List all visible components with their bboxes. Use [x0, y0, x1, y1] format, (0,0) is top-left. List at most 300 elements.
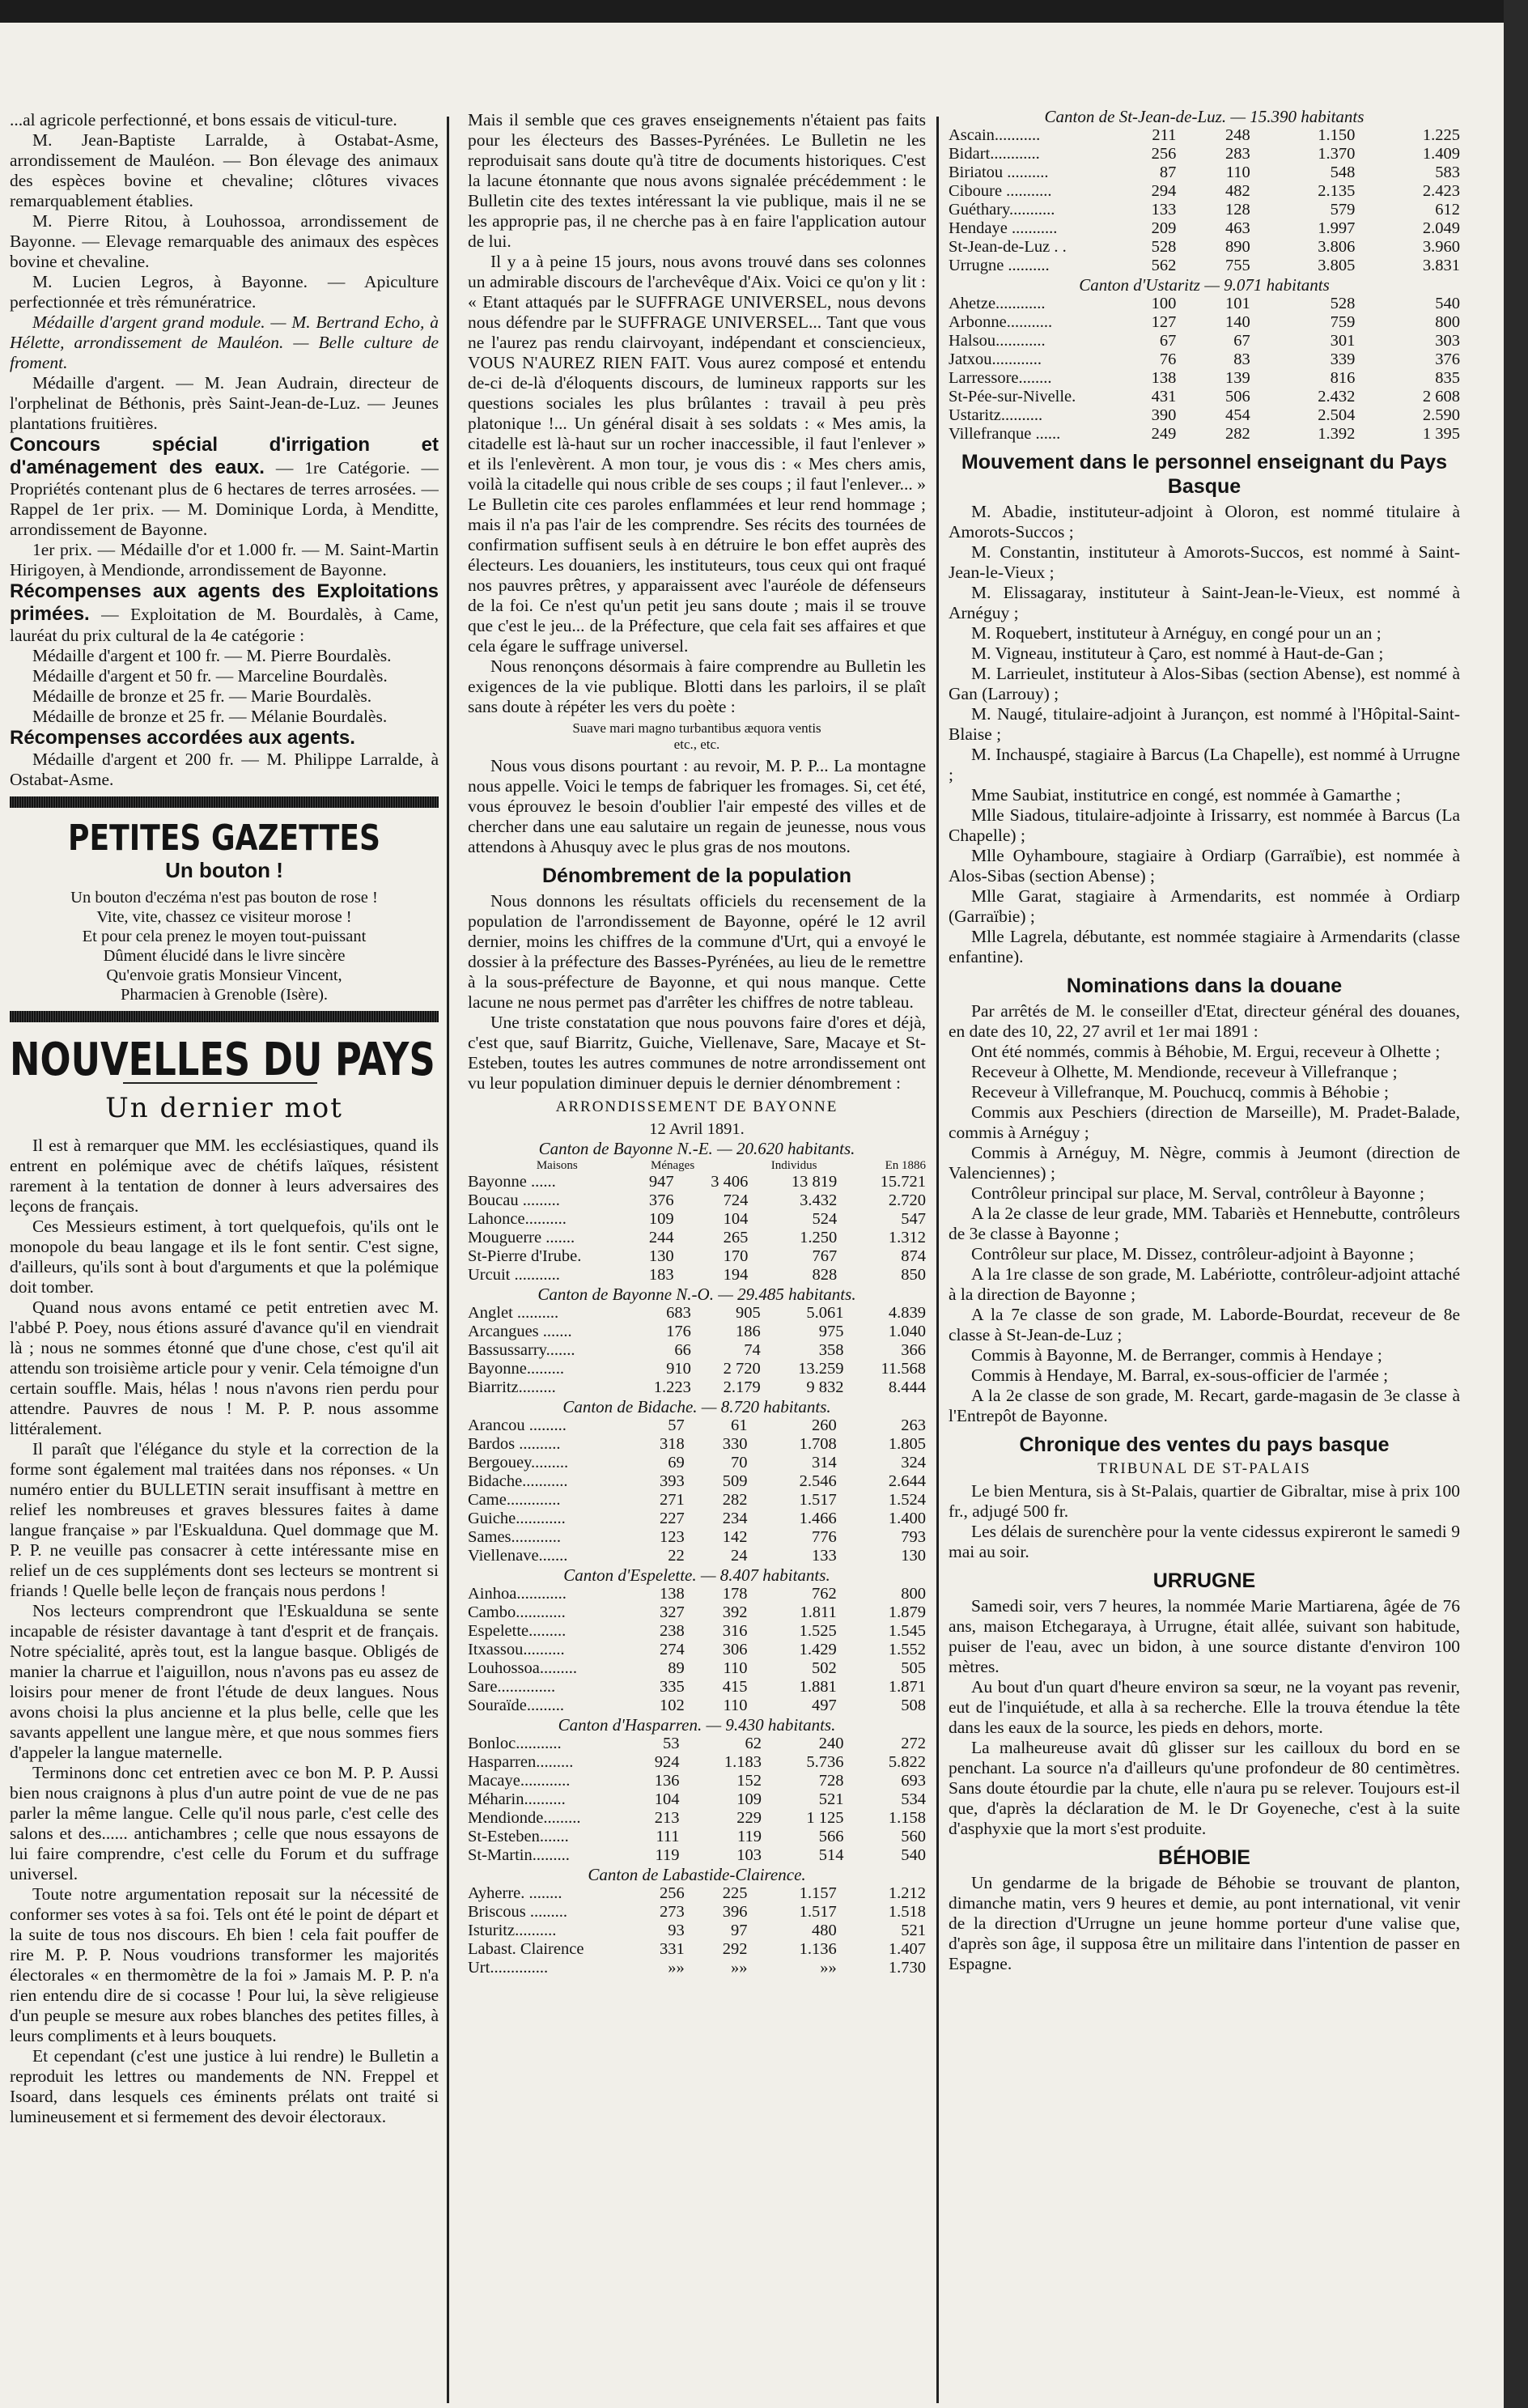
- table-cell-name: Biriatou ..........: [949, 164, 1049, 181]
- table-cell-name: St-Pierre d'Irube.: [468, 1247, 582, 1265]
- table-cell: 263: [901, 1416, 926, 1434]
- table-cell: 1.708: [799, 1435, 837, 1453]
- table-cell: 800: [901, 1585, 926, 1603]
- table-cell: 683: [666, 1304, 691, 1322]
- paragraph: Commis à Bayonne, M. de Berranger, commis à Hendaye ;: [971, 1345, 1382, 1365]
- table-cell: 514: [818, 1846, 844, 1864]
- table-cell: 256: [659, 1884, 685, 1902]
- table-row: [949, 332, 1460, 350]
- canton-heading: Canton de Bidache. — 8.720 habitants.: [562, 1397, 831, 1416]
- table-cell: 415: [722, 1678, 748, 1696]
- table-cell: 755: [1225, 257, 1250, 274]
- latin-verse: [468, 720, 926, 753]
- article-title: Un dernier mot: [105, 1092, 343, 1124]
- table-cell: 2.423: [1422, 182, 1460, 200]
- table-cell: 87: [1159, 164, 1177, 181]
- table-cell: 282: [1225, 425, 1250, 443]
- table-cell: 693: [901, 1772, 926, 1790]
- table-cell-name: Louhossoa.........: [468, 1659, 577, 1677]
- table-cell-name: Hendaye ...........: [949, 219, 1058, 237]
- table-row: [949, 350, 1460, 369]
- table-row: [468, 1659, 926, 1678]
- page-edge: [1504, 0, 1528, 2408]
- table-cell: 15.721: [880, 1173, 926, 1191]
- table-cell: 8.444: [888, 1378, 926, 1396]
- table-cell: 3.831: [1422, 257, 1460, 274]
- table-row: [468, 1360, 926, 1378]
- table-cell-name: Macaye............: [468, 1772, 571, 1790]
- poem-line: Et pour cela prenez le moyen tout-puissant: [82, 928, 367, 945]
- table-cell: 480: [811, 1922, 837, 1939]
- table-cell-name: Espelette.........: [468, 1622, 567, 1640]
- census-table: [468, 1139, 926, 1977]
- paragraph: Au bout d'un quart d'heure environ sa sœur, ne la voyant pas revenir, eut de l'inquiétude, et alla à sa recherche. Elle la trouva étendue la tête dans les eaux de la source, les pieds en dehors, morte.: [949, 1677, 1460, 1737]
- table-row: [468, 1454, 926, 1472]
- table-cell-name: Bidart............: [949, 145, 1040, 163]
- paragraph: M. Roquebert, instituteur à Arnéguy, en congé pour un an ;: [971, 623, 1382, 643]
- canton-table: [468, 1884, 926, 1977]
- table-cell: 762: [811, 1585, 837, 1603]
- nouvelles-title: NOUVELLES DU PAYS: [10, 1034, 435, 1086]
- table-cell-name: Bidache...........: [468, 1472, 568, 1490]
- table-cell: 303: [1435, 332, 1460, 350]
- column-rule: [936, 117, 939, 2403]
- table-cell: 767: [812, 1247, 838, 1265]
- table-cell: 890: [1225, 238, 1250, 256]
- table-cell: 947: [648, 1173, 674, 1191]
- table-cell-name: Arcangues .......: [468, 1323, 572, 1340]
- subheading: TRIBUNAL DE ST-PALAIS: [1097, 1460, 1311, 1477]
- table-cell: 2.590: [1422, 406, 1460, 424]
- table-cell: 540: [901, 1846, 926, 1864]
- table-cell: 111: [656, 1828, 680, 1845]
- table-cell: 136: [654, 1772, 680, 1790]
- table-cell: 724: [723, 1191, 749, 1209]
- table-cell: 227: [659, 1510, 685, 1527]
- paragraph: Nos lecteurs comprendront que l'Eskualduna se sente incapable de résister davantage à tant d'esprit et de français. Notre spécialité, après tout, est la langue basque. Obligés de manier la charrue et l'aiguillon, nous n'avons pas eu assez de loisirs pour mener de front l'étude de deux langues. Nous avons choisi la plus ancienne et la plus belle, celle que les savants appellent une langue mère, et que nous sommes fiers d'appeler la langue maternelle.: [10, 1601, 439, 1762]
- table-cell: 2.504: [1318, 406, 1356, 424]
- table-cell: 3.960: [1422, 238, 1460, 256]
- table-cell-name: Ciboure ...........: [949, 182, 1052, 200]
- table-row: [468, 1903, 926, 1922]
- paragraph: A la 2e classe de leur grade, MM. Tabariès et Hennebutte, contrôleurs de 3e classe à Bayonne ;: [949, 1204, 1460, 1243]
- poem-line: Qu'envoie gratis Monsieur Vincent,: [106, 966, 342, 984]
- table-header-cell: Maisons: [536, 1159, 578, 1172]
- table-cell-name: Ayherre. ........: [468, 1884, 562, 1902]
- table-cell: 1.552: [888, 1641, 926, 1658]
- table-cell: 1.250: [800, 1229, 838, 1246]
- table-row: [468, 1678, 926, 1697]
- table-row: [468, 1435, 926, 1454]
- table-cell-name: Larressore........: [949, 369, 1052, 387]
- table-cell: 76: [1159, 350, 1177, 368]
- table-cell: 728: [818, 1772, 844, 1790]
- paragraph: Ont été nommés, commis à Béhobie, M. Ergui, receveur à Olhette ;: [971, 1042, 1441, 1061]
- table-header-cell: Ménages: [651, 1159, 695, 1172]
- canton-heading: Canton d'Ustaritz — 9.071 habitants: [1079, 275, 1330, 295]
- table-cell: 521: [818, 1790, 844, 1808]
- canton-heading: Canton de Labastide-Clairence.: [588, 1865, 806, 1884]
- table-cell: 53: [663, 1735, 680, 1752]
- table-row: [468, 1341, 926, 1360]
- table-cell: 376: [1435, 350, 1460, 368]
- table-row: [468, 1585, 926, 1603]
- section-heading: Concours spécial d'irrigation et d'aménagement des eaux.: [10, 434, 439, 478]
- table-row: [468, 1846, 926, 1865]
- verse-line: etc., etc.: [673, 737, 720, 752]
- table-cell: 234: [722, 1510, 748, 1527]
- paragraph: Une triste constatation que nous pouvons faire d'ores et déjà, c'est que, sauf Biarritz, Guiche, Viellenave, Sare, Macaye et St-Esteben, toutes les autres communes de notre arrondissement ont vu leur population diminuer depuis le dernier dénombrement :: [468, 1013, 926, 1093]
- table-row: [468, 1191, 926, 1210]
- paragraph: Le bien Mentura, sis à St-Palais, quartier de Gibraltar, mise à prix 100 fr., adjugé 500 fr.: [949, 1481, 1460, 1521]
- table-cell: 1.545: [888, 1622, 926, 1640]
- table-row: [949, 182, 1460, 201]
- paragraph: M. Constantin, instituteur à Amorots-Succos, est nommé à Saint-Jean-le-Vieux ;: [949, 542, 1460, 582]
- table-cell: 140: [1225, 313, 1250, 331]
- table-cell: 454: [1225, 406, 1250, 424]
- table-cell: 3.432: [800, 1191, 838, 1209]
- paragraph: M. Abadie, instituteur-adjoint à Oloron, est nommé titulaire à Amorots-Succos ;: [949, 502, 1460, 541]
- table-cell: 502: [811, 1659, 837, 1677]
- table-cell-name: Arbonne...........: [949, 313, 1053, 331]
- paragraph: Commis à Arnéguy, M. Nègre, commis à Jeumont (direction de Valenciennes) ;: [949, 1143, 1460, 1183]
- table-cell: 1.879: [888, 1603, 926, 1621]
- table-row: [468, 1884, 926, 1903]
- table-cell: 1.392: [1318, 425, 1356, 443]
- table-cell-name: Méharin..........: [468, 1790, 566, 1808]
- table-cell: 13.259: [798, 1360, 844, 1378]
- table-cell: »»: [730, 1959, 748, 1977]
- table-row: [468, 1323, 926, 1341]
- section-heading: Dénombrement de la population: [542, 864, 851, 887]
- paragraph: Mlle Garat, stagiaire à Armendarits, est nommée à Ordiarp (Garraïbie) ;: [949, 886, 1460, 926]
- table-cell: 1.466: [799, 1510, 837, 1527]
- paragraph: M. Larrieulet, instituteur à Alos-Sibas (section Abense), est nommé à Gan (Larrouy) ;: [949, 664, 1460, 703]
- table-cell: 9 832: [806, 1378, 844, 1396]
- canton-table: [949, 126, 1460, 275]
- table-cell: 104: [654, 1790, 680, 1808]
- table-cell: 1.871: [888, 1678, 926, 1696]
- table-cell: 1.730: [888, 1959, 926, 1977]
- mouvement-list: [949, 502, 1460, 967]
- table-cell: 850: [901, 1266, 926, 1284]
- table-row: [468, 1491, 926, 1510]
- table-cell: 1.518: [888, 1903, 926, 1921]
- table-row: [468, 1772, 926, 1790]
- table-cell: 186: [735, 1323, 761, 1340]
- table-row: [468, 1247, 926, 1266]
- table-cell: 301: [1330, 332, 1356, 350]
- table-cell: 123: [659, 1528, 685, 1546]
- paragraph: Mlle Lagrela, débutante, est nommée stagiaire à Armendarits (classe enfantine).: [949, 927, 1460, 966]
- table-cell: 339: [1330, 350, 1356, 368]
- table-cell: 2.432: [1318, 388, 1356, 406]
- paragraph: Nous donnons les résultats officiels du recensement de la population de l'arrondissement de Bayonne, opéré le 12 avril dernier, moins les chiffres de la commune d'Urt, qui a envoyé le dossier à la préfecture des Basses-Pyrénées, au lieu de le remettre à la sous-préfecture de Bayonne, et qui nous manque. Cette lacune ne nous permet pas d'arrêter les chiffres de notre tableau.: [468, 891, 926, 1012]
- table-cell: 463: [1225, 219, 1250, 237]
- table-cell: 178: [722, 1585, 748, 1603]
- section-heading: URRUGNE: [1152, 1569, 1256, 1592]
- table-row: [468, 1229, 926, 1247]
- table-cell-name: Urt..............: [468, 1959, 549, 1977]
- table-cell: 393: [659, 1472, 685, 1490]
- table-row: [468, 1304, 926, 1323]
- paragraph: Ces Messieurs estiment, à tort quelquefois, qu'ils ont le monopole du beau langage et ils le font sentir. C'est signe, d'ailleurs, qu'ils sont à bout d'arguments et que la polémique doit tomber.: [10, 1217, 439, 1297]
- table-cell: 540: [1435, 295, 1460, 312]
- table-cell-name: Briscous .........: [468, 1903, 567, 1921]
- table-cell: 566: [818, 1828, 844, 1845]
- table-cell: 260: [811, 1416, 837, 1434]
- table-row: [468, 1173, 926, 1191]
- paragraph: M. Pierre Ritou, à Louhossoa, arrondissement de Bayonne. — Elevage remarquable des animaux des espèces bovine et chevaline.: [10, 211, 439, 271]
- table-cell-name: Boucau .........: [468, 1191, 560, 1209]
- table-cell: 5.061: [806, 1304, 844, 1322]
- paragraph: Par arrêtés de M. le conseiller d'Etat, directeur général des douanes, en date des 10, 22, 27 avril et 1er mai 1891 :: [949, 1001, 1460, 1041]
- table-cell: 62: [745, 1735, 762, 1752]
- table-cell-name: Halsou............: [949, 332, 1046, 350]
- canton-table: [468, 1304, 926, 1397]
- paragraph: Médaille d'argent. — M. Jean Audrain, directeur de l'orphelinat de Béthonis, près Saint-Jean-de-Luz. — Jeunes plantations fruitières.: [10, 373, 439, 433]
- table-row: [468, 1828, 926, 1846]
- table-cell: 2.720: [888, 1191, 926, 1209]
- table-cell: 183: [648, 1266, 674, 1284]
- paragraph: ...al agricole perfectionné, et bons essais de viticul-ture.: [10, 110, 397, 130]
- table-row: [468, 1510, 926, 1528]
- table-cell: 1.150: [1318, 126, 1356, 144]
- column-1: [10, 110, 439, 2127]
- table-cell: 314: [811, 1454, 837, 1472]
- table-cell: 358: [818, 1341, 844, 1359]
- table-cell: 282: [722, 1491, 748, 1509]
- table-cell: 119: [737, 1828, 762, 1845]
- paragraph: Il paraît que l'élégance du style et la correction de la forme sont également mal traitées dans nos réponses. « Un numéro entier du BULLETIN serait insuffisant à mettre en relief les nombreuses et graves blessures faites à dame langue française » par l'Eskualduna. Quel dommage que M. P. P. ne veuille pas consacrer à cette intéressante mise en relief un de ces suppléments dont ses lecteurs se montrent si friands ! Quelle belle leçon de français nous perdons !: [10, 1439, 439, 1600]
- list-item: Médaille d'argent et 100 fr. — M. Pierre Bourdalès.: [32, 646, 392, 665]
- table-cell: 66: [674, 1341, 691, 1359]
- table-cell: 4.839: [888, 1304, 926, 1322]
- paragraph: — 1re Catégorie. — Propriétés contenant plus de 6 hectares de terres arrosées. — Rappel de 1er prix. — M. Dominique Lorda, à Menditte, arrondissement de Bayonne.: [10, 458, 439, 539]
- table-cell: 331: [659, 1940, 685, 1958]
- table-cell: 93: [668, 1922, 685, 1939]
- table-cell: 1.409: [1422, 145, 1460, 163]
- table-cell: 1.805: [888, 1435, 926, 1453]
- table-cell: 97: [730, 1922, 748, 1939]
- table-cell-name: Bergouey.........: [468, 1454, 569, 1472]
- poem: [10, 888, 439, 1004]
- table-cell: 505: [901, 1659, 926, 1677]
- poem-line: Un bouton d'eczéma n'est pas bouton de rose !: [70, 889, 378, 907]
- table-cell: 874: [901, 1247, 926, 1265]
- table-row: [468, 1790, 926, 1809]
- paragraph: A la 7e classe de son grade, M. Laborde-Bourdat, receveur de 8e classe à St-Jean-de-Luz ;: [949, 1305, 1460, 1344]
- table-cell-name: Jatxou............: [949, 350, 1042, 368]
- canton-table: [468, 1173, 926, 1285]
- table-cell: 376: [648, 1191, 674, 1209]
- section-heading: Récompenses aux agents des Exploitations primées.: [10, 580, 439, 625]
- table-cell: 612: [1435, 201, 1460, 219]
- table-cell-name: Sames............: [468, 1528, 562, 1546]
- table-cell: 11.568: [881, 1360, 926, 1378]
- table-cell: 1.225: [1422, 126, 1460, 144]
- table-row: [468, 1622, 926, 1641]
- table-cell-name: Villefranque ......: [949, 425, 1061, 443]
- table-cell: 240: [818, 1735, 844, 1752]
- table-cell: 1.524: [888, 1491, 926, 1509]
- table-row: [949, 388, 1460, 406]
- table-cell: 67: [1233, 332, 1250, 350]
- table-cell: 138: [1151, 369, 1177, 387]
- table-cell: 265: [723, 1229, 749, 1246]
- paragraph: Contrôleur principal sur place, M. Serval, contrôleur à Bayonne ;: [971, 1183, 1425, 1203]
- table-cell: 318: [659, 1435, 685, 1453]
- table-cell: 816: [1330, 369, 1356, 387]
- table-cell: 392: [722, 1603, 748, 1621]
- paragraph: Commis aux Peschiers (direction de Marseille), M. Pradet-Balade, commis à Arnéguy ;: [949, 1102, 1460, 1142]
- table-cell: 835: [1435, 369, 1460, 387]
- table-cell: 776: [811, 1528, 837, 1546]
- table-cell: 274: [659, 1641, 685, 1658]
- gazettes-subtitle: Un bouton !: [165, 858, 283, 882]
- paragraph: Mme Saubiat, institutrice en congé, est nommée à Gamarthe ;: [971, 785, 1401, 805]
- table-cell: 103: [736, 1846, 762, 1864]
- paragraph: Et cependant (c'est une justice à lui rendre) le Bulletin a reproduit les lettres ou mandements de NN. Freppel et Isoard, dans lesquels ces éminents prélats ont traité si lumineusement et si fermement des devoir électoraux.: [10, 2046, 439, 2126]
- table-cell: 1.517: [799, 1903, 837, 1921]
- table-cell: 579: [1330, 201, 1356, 219]
- table-cell: 249: [1151, 425, 1177, 443]
- table-header-cell: Individus: [770, 1159, 817, 1172]
- table-row: [949, 238, 1460, 257]
- table-cell-name: St-Martin.........: [468, 1846, 570, 1864]
- table-cell-name: Came.............: [468, 1491, 561, 1509]
- canton-table: [949, 295, 1460, 444]
- table-date: 12 Avril 1891.: [649, 1120, 745, 1138]
- table-row: [949, 295, 1460, 313]
- table-cell: 431: [1151, 388, 1177, 406]
- table-cell: 1.223: [653, 1378, 691, 1396]
- table-cell-name: Ustaritz..........: [949, 406, 1043, 424]
- table-row: [468, 1641, 926, 1659]
- table-header-cell: En 1886: [885, 1159, 926, 1172]
- table-cell: 2.546: [799, 1472, 837, 1490]
- table-cell: 101: [1225, 295, 1250, 312]
- canton-heading: Canton d'Hasparren. — 9.430 habitants.: [558, 1715, 836, 1735]
- table-cell: 89: [668, 1659, 685, 1677]
- table-cell: 272: [901, 1735, 926, 1752]
- table-row: [949, 406, 1460, 425]
- table-cell: 109: [736, 1790, 762, 1808]
- table-row: [468, 1603, 926, 1622]
- table-header: [468, 1158, 926, 1173]
- paragraph: Nous vous disons pourtant : au revoir, M. P. P... La montagne nous appelle. Voici le temps de fabriquer les fromages. Si, cet été, vous éprouvez le besoin d'oublier l'air empesté des villes et de chercher dans une eau salutaire un regain de jeunesse, nous vous attendons à Ahusquy avec le plus gras de nos moutons.: [468, 756, 926, 856]
- section-heading: Nominations dans la douane: [1066, 975, 1343, 997]
- table-cell: 1 395: [1422, 425, 1460, 443]
- table-cell: 70: [730, 1454, 748, 1472]
- table-cell: 528: [1330, 295, 1356, 312]
- table-cell-name: Souraïde.........: [468, 1697, 564, 1714]
- table-cell: 2 720: [723, 1360, 761, 1378]
- table-cell: 828: [812, 1266, 838, 1284]
- table-cell: 482: [1225, 182, 1250, 200]
- table-cell-name: Itxassou..........: [468, 1641, 565, 1658]
- table-row: [468, 1753, 926, 1772]
- table-cell: 366: [901, 1341, 926, 1359]
- table-cell: 2.644: [888, 1472, 926, 1490]
- table-cell-name: St-Pée-sur-Nivelle.: [949, 388, 1076, 406]
- table-row: [468, 1266, 926, 1285]
- canton-table: [468, 1585, 926, 1715]
- table-cell: 57: [668, 1416, 685, 1434]
- table-cell: 1.183: [724, 1753, 762, 1771]
- ornamental-rule: [10, 796, 439, 808]
- paragraph: M. Jean-Baptiste Larralde, à Ostabat-Asme, arrondissement de Mauléon. — Bon élevage des animaux des espèces bovine et chevaline; clôtures vivaces remarquablement établies.: [10, 130, 439, 210]
- table-cell: 1 125: [806, 1809, 844, 1827]
- table-cell: 229: [736, 1809, 762, 1827]
- paragraph: Il y a à peine 15 jours, nous avons trouvé dans ses colonnes un admirable discours de l'archevêque d'Aix. Voici ce qu'on y lit : « Etant attaqués par le SUFFRAGE UNIVERSEL, nous devons nous défendre par le SUFFRAGE UNIVERSEL... Tant que vous ne l'aurez pas rendu clairvoyant, indépendant et consciencieux, VOUS N'AUREZ RIEN FAIT. Vous aurez composé et entendu de-ci de-là d'éloquents discours, de lumineux rapports sur les questions sociales les plus brûlantes : travail à peu près platonique !... Un général disait à ses soldats : « Mes amis, la citadelle est là-haut sur un rocher inaccessible, il faut l'enlever » et ils l'enlevèrent. A mon tour, je vous dis : « Mes chers amis, voilà la citadelle qui nous crible de ses coups ; il faut l'enlever... » Le Bulletin cite ces paroles enflammées et leur rend hommage ; mais il n'a pas l'air de les comprendre. Ses récits des tournées de confirmation suffisent seuls à en détruire le bon effet auprès des électeurs. Les douaniers, les instituteurs, tous ceux qui ont fraqué nos pauvres prêtres, y apparaissent avec l'auréole de défenseurs de la foi. Ce n'est qu'un petit jeu sans doute ; mais il se trouve que c'est le jeu... de la Préfecture, que cela fait ses affaires et que cela égare le suffrage universel.: [468, 252, 926, 656]
- poem-line: Vite, vite, chassez ce visiteur morose !: [96, 908, 352, 926]
- canton-heading: Canton d'Espelette. — 8.407 habitants.: [563, 1565, 830, 1585]
- table-cell: 327: [659, 1603, 685, 1621]
- table-cell: 3.805: [1318, 257, 1356, 274]
- table-row: [949, 425, 1460, 444]
- table-cell: 283: [1225, 145, 1250, 163]
- table-cell: 100: [1151, 295, 1177, 312]
- table-cell: 560: [901, 1828, 926, 1845]
- table-cell: 497: [811, 1697, 837, 1714]
- table-cell-name: Guéthary...........: [949, 201, 1055, 219]
- table-row: [949, 201, 1460, 219]
- table-cell: 2.049: [1422, 219, 1460, 237]
- table-cell: 102: [659, 1697, 685, 1714]
- table-row: [949, 369, 1460, 388]
- table-cell: 1.429: [799, 1641, 837, 1658]
- table-cell: 583: [1435, 164, 1460, 181]
- poem-line: Pharmacien à Grenoble (Isère).: [120, 986, 329, 1004]
- table-cell: 975: [818, 1323, 844, 1340]
- table-cell: 170: [723, 1247, 749, 1265]
- table-cell-name: Lahonce..........: [468, 1210, 567, 1228]
- table-cell: 225: [722, 1884, 748, 1902]
- table-cell: 292: [722, 1940, 748, 1958]
- table-cell: 211: [1152, 126, 1177, 144]
- table-cell: 1.407: [888, 1940, 926, 1958]
- paragraph: A la 2e classe de son grade, M. Recart, garde-magasin de 3e classe à l'Entrepôt de Bayonne.: [949, 1386, 1460, 1425]
- table-row: [468, 1472, 926, 1491]
- table-cell: 67: [1159, 332, 1177, 350]
- table-cell: 2.135: [1318, 182, 1356, 200]
- table-cell: 238: [659, 1622, 685, 1640]
- table-cell: 248: [1225, 126, 1250, 144]
- table-cell: 69: [668, 1454, 685, 1472]
- canton-heading: Canton de Bayonne N.-O. — 29.485 habitants.: [537, 1285, 856, 1304]
- table-cell: 2 608: [1422, 388, 1460, 406]
- table-cell-name: St-Jean-de-Luz . .: [949, 238, 1067, 256]
- table-row: [949, 164, 1460, 182]
- table-cell: 209: [1151, 219, 1177, 237]
- table-cell-name: Guiche............: [468, 1510, 566, 1527]
- table-cell-name: Urrugne ..........: [949, 257, 1050, 274]
- list-item: Médaille de bronze et 25 fr. — Marie Bourdalès.: [32, 686, 372, 706]
- table-cell: 256: [1151, 145, 1177, 163]
- paragraph: A la 1re classe de son grade, M. Labériotte, contrôleur-adjoint attaché à la direction de Bayonne ;: [949, 1264, 1460, 1304]
- table-cell: 194: [723, 1266, 749, 1284]
- paragraph: M. Vigneau, instituteur à Çaro, est nommé à Haut-de-Gan ;: [971, 643, 1384, 663]
- table-cell: 110: [723, 1697, 748, 1714]
- paragraph: M. Lucien Legros, à Bayonne. — Apiculture perfectionnée et très rémunératrice.: [10, 272, 439, 312]
- table-cell: 61: [730, 1416, 748, 1434]
- table-row: [468, 1416, 926, 1435]
- table-cell-name: Hasparren.........: [468, 1753, 574, 1771]
- table-cell: 110: [723, 1659, 748, 1677]
- table-cell: 506: [1225, 388, 1250, 406]
- table-cell: 1.370: [1318, 145, 1356, 163]
